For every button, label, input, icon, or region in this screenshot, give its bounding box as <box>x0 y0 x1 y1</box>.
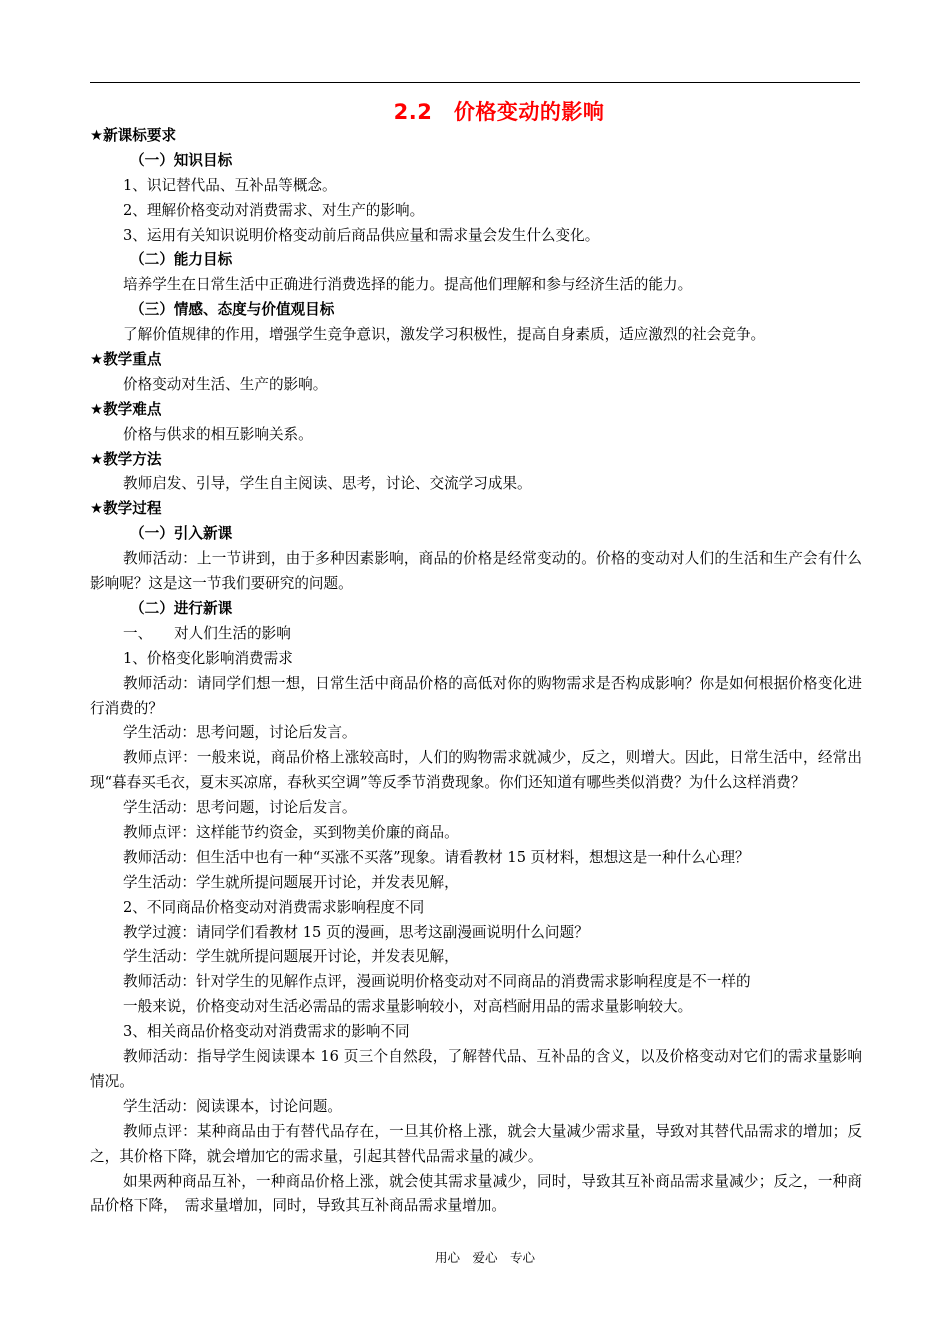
paragraph: 一般来说，价格变动对生活必需品的需求量影响较小，对高档耐用品的需求量影响较大。 <box>123 998 693 1016</box>
paragraph: 教师活动：针对学生的见解作点评，漫画说明价格变动对不同商品的消费需求影响程度是不一样的 <box>123 973 751 991</box>
paragraph: 价格变动对生活、生产的影响。 <box>123 375 328 393</box>
paragraph: 教学过渡：请同学们看教材 15 页的漫画，思考这副漫画说明什么问题？ <box>123 923 589 941</box>
section-heading-process: ★教学过程 <box>90 500 162 518</box>
section-heading-difficulties: ★教学难点 <box>90 400 162 418</box>
paragraph: 3、运用有关知识说明价格变动前后商品供应量和需求量会发生什么变化。 <box>123 226 600 244</box>
section-heading-standards: ★新课标要求 <box>90 127 177 144</box>
paragraph: 教师活动：请同学们想一想，日常生活中商品价格的高低对你的购物需求是否构成影响？你是如何根据价格变化进行消费的？ <box>90 674 862 717</box>
paragraph: 学生活动：学生就所提问题展开讨论，并发表见解， <box>123 873 459 891</box>
subheading-intro: （一）引入新课 <box>130 525 233 543</box>
document-body <box>90 124 862 1219</box>
subheading-ability: （二）能力目标 <box>130 251 233 269</box>
paragraph: 教师点评：一般来说，商品价格上涨较高时，人们的购物需求就减少，反之，则增大。因此，日常生活中，经常出现“暮春买毛衣，夏末买凉席，春秋买空调”等反季节消费现象。你们还知道有哪些类似消费？为什么这样消费？ <box>90 749 862 792</box>
paragraph: 学生活动：学生就所提问题展开讨论，并发表见解， <box>123 948 459 966</box>
paragraph: 学生活动：阅读课本，讨论问题。 <box>123 1097 342 1115</box>
page-title: 2.2 价格变动的影响 <box>393 100 605 124</box>
paragraph: 2、不同商品价格变动对消费需求影响程度不同 <box>123 898 425 916</box>
paragraph: 3、相关商品价格变动对消费需求的影响不同 <box>123 1023 410 1041</box>
paragraph: 教师活动：上一节讲到，由于多种因素影响，商品的价格是经常变动的。价格的变动对人们的生活和生产会有什么影响呢？这是这一节我们要研究的问题。 <box>90 550 862 593</box>
section-heading-key-points: ★教学重点 <box>90 351 162 369</box>
paragraph: 1、识记替代品、互补品等概念。 <box>123 176 337 194</box>
paragraph: 2、理解价格变动对消费需求、对生产的影响。 <box>123 201 425 219</box>
paragraph: 培养学生在日常生活中正确进行消费选择的能力。提高他们理解和参与经济生活的能力。 <box>123 276 693 294</box>
paragraph: 价格与供求的相互影响关系。 <box>123 425 313 443</box>
paragraph: 了解价值规律的作用，增强学生竞争意识，激发学习积极性，提高自身素质，适应激烈的社会竞争。 <box>123 326 766 344</box>
paragraph: 教师活动：但生活中也有一种“买涨不买落”现象。请看教材 15 页材料，想想这是一种什么心理？ <box>123 848 750 866</box>
paragraph: 1、价格变化影响消费需求 <box>123 649 293 667</box>
paragraph: 如果两种商品互补，一种商品价格上涨，就会使其需求量减少，同时，导致其互补商品需求量减少；反之，一种商品价格下降， 需求量增加，同时，导致其互补商品需求量增加。 <box>90 1172 862 1215</box>
paragraph: 学生活动：思考问题，讨论后发言。 <box>123 724 357 742</box>
page-footer: 用心 爱心 专心 <box>434 1250 535 1265</box>
paragraph: 教师点评：这样能节约资金，买到物美价廉的商品。 <box>123 824 459 842</box>
paragraph: 学生活动：思考问题，讨论后发言。 <box>123 799 357 817</box>
subheading-values: （三）情感、态度与价值观目标 <box>130 301 335 319</box>
header-rule <box>90 82 860 83</box>
paragraph: 教师活动：指导学生阅读课本 16 页三个自然段，了解替代品、互补品的含义，以及价格变动对它们的需求量影响情况。 <box>90 1048 862 1090</box>
subheading-new-lesson: （二）进行新课 <box>130 599 233 617</box>
paragraph: 一、 对人们生活的影响 <box>123 624 291 642</box>
paragraph: 教师启发、引导，学生自主阅读、思考，讨论、交流学习成果。 <box>123 475 532 493</box>
section-heading-methods: ★教学方法 <box>90 450 162 468</box>
subheading-knowledge: （一）知识目标 <box>130 151 233 169</box>
paragraph: 教师点评：某种商品由于有替代品存在，一旦其价格上涨，就会大量减少需求量，导致对其替代品需求的增加；反之，其价格下降，就会增加它的需求量，引起其替代品需求量的减少。 <box>90 1122 862 1165</box>
